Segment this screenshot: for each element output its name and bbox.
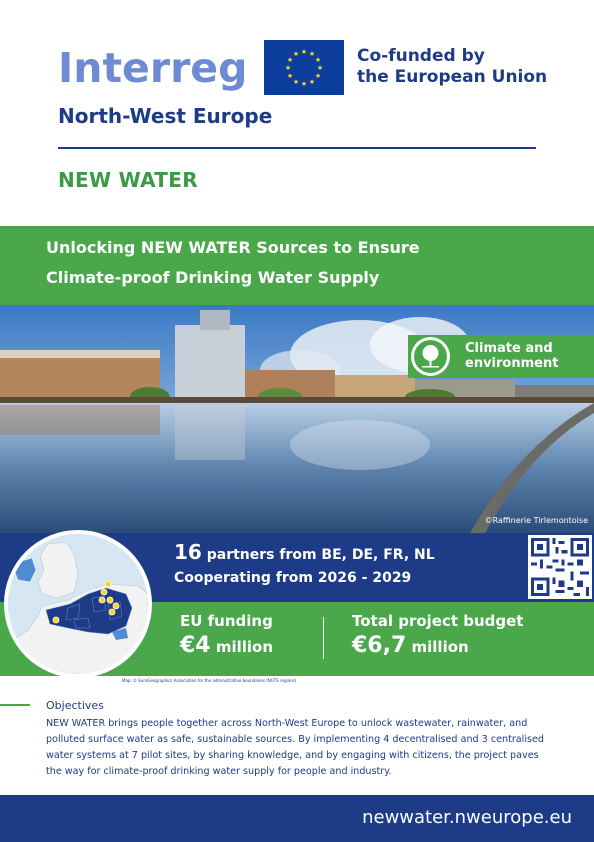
svg-text:★: ★ xyxy=(316,64,324,72)
website-link[interactable]: newwater.nweurope.eu xyxy=(362,807,572,828)
title-line2: Climate-proof Drinking Water Supply xyxy=(46,268,380,287)
eu-flag-icon xyxy=(264,40,344,95)
cofunded-line2: the European Union xyxy=(357,67,548,87)
svg-text:★: ★ xyxy=(308,50,316,58)
topic-label xyxy=(465,341,558,371)
objectives-heading: Objectives xyxy=(46,699,104,712)
svg-text:★: ★ xyxy=(292,50,300,58)
svg-text:★: ★ xyxy=(284,64,292,72)
svg-text:★: ★ xyxy=(300,48,308,56)
region-name: North-West Europe xyxy=(58,104,273,128)
eu-funding-unit: million xyxy=(215,638,274,656)
svg-text:★: ★ xyxy=(300,80,308,88)
cofunded-text xyxy=(357,46,547,88)
budget-amount: €6,7 xyxy=(352,633,407,658)
eu-funding-label: EU funding xyxy=(180,612,273,630)
topic-line1: Climate and xyxy=(465,341,553,356)
project-name: NEW WATER xyxy=(58,168,198,192)
eu-funding-value xyxy=(180,633,273,658)
header-divider xyxy=(58,147,536,149)
partners-line xyxy=(174,540,435,564)
topic-line2: environment xyxy=(465,356,559,371)
topic-badge xyxy=(408,335,594,378)
qr-code[interactable] xyxy=(528,535,592,599)
funding-divider xyxy=(323,617,324,659)
cofunded-line1: Co-funded by xyxy=(357,46,485,66)
budget-label: Total project budget xyxy=(352,612,524,630)
interreg-logo: Interreg xyxy=(58,44,248,92)
title-band xyxy=(0,226,594,305)
photo-credit: ©Raffinerie Tirlemontoise xyxy=(484,516,588,525)
eu-funding-amount: €4 xyxy=(180,633,211,658)
map-credit: Map: © EuroGeographics Association for the administrative boundaries (NUTS regions) xyxy=(122,678,297,683)
tree-icon xyxy=(414,340,447,373)
footer xyxy=(0,795,594,842)
budget-unit: million xyxy=(411,638,469,656)
nwe-map xyxy=(8,534,148,674)
svg-text:★: ★ xyxy=(308,78,316,86)
svg-text:★: ★ xyxy=(314,56,322,64)
objectives-accent-line xyxy=(0,704,30,706)
budget-value xyxy=(352,633,469,658)
svg-text:★: ★ xyxy=(286,56,294,64)
svg-text:★: ★ xyxy=(314,72,322,80)
objectives-text: NEW WATER brings people together across North-West Europe to unlock wastewater, rainwater, and polluted surface water as safe, sustainable sources. By implementing 4 decentralised and 3 centralised water systems at 7 pilot sites, by sharing knowledge, and by engaging with citizens, the project paves the way for climate-proof drinking water supply for people and industry. xyxy=(46,718,544,777)
svg-text:★: ★ xyxy=(292,78,300,86)
svg-text:★: ★ xyxy=(286,72,294,80)
title-line1: Unlocking NEW WATER Sources to Ensure xyxy=(46,238,420,257)
partners-text: partners from BE, DE, FR, NL xyxy=(206,547,435,563)
cooperating-period: Cooperating from 2026 - 2029 xyxy=(174,570,412,586)
partners-count: 16 xyxy=(174,540,202,564)
